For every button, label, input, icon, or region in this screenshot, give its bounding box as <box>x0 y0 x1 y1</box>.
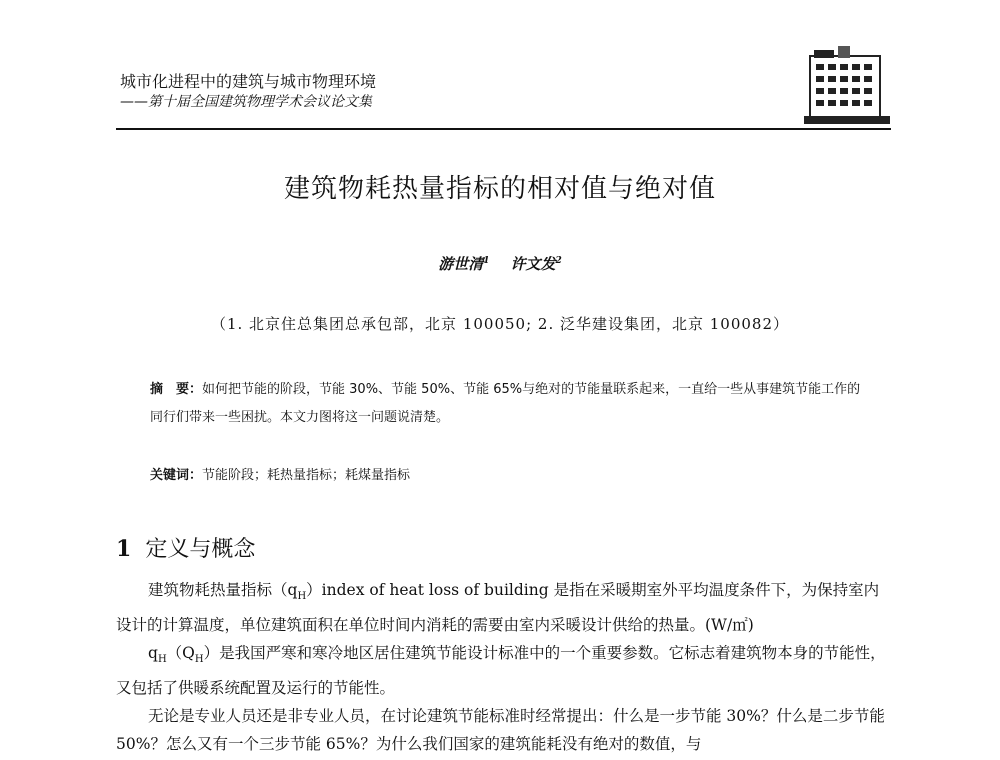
author-name: 游世清 <box>438 255 484 273</box>
paper-title: 建筑物耗热量指标的相对值与绝对值 <box>283 174 716 204</box>
author-line <box>0 253 1000 274</box>
paragraph <box>116 639 891 702</box>
subscript: H <box>157 654 167 666</box>
section-title: 定义与概念 <box>145 537 256 562</box>
text-run: ）index of heat loss of building 是指在采暖期室外平均温度条件下，为保持室内设计的计算温度，单位建筑面积在单位时间内消耗的需要由室内采暖设计供给的热量。(W/㎡) <box>116 581 880 635</box>
keywords-text: 节能阶段；耗热量指标；耗煤量指标 <box>202 468 411 483</box>
paragraph: 无论是专业人员还是非专业人员，在讨论建筑节能标准时经常提出：什么是一步节能 30%？什么是二步节能 50%？怎么又有一个三步节能 65%？为什么我们国家的建筑能耗没有绝对的数值，与 <box>116 707 885 754</box>
header-rule <box>116 128 891 130</box>
author-affil-mark: 1 <box>483 256 490 266</box>
author-name: 许文发 <box>510 255 556 273</box>
abstract-label: 摘 要： <box>150 382 203 397</box>
text-run: （Q <box>166 644 195 663</box>
keywords-label: 关键词： <box>150 468 203 483</box>
paragraph <box>116 576 891 639</box>
proceedings-subtitle: ——第十届全国建筑物理学术会议论文集 <box>120 94 372 110</box>
proceedings-title: 城市化进程中的建筑与城市物理环境 <box>120 72 377 91</box>
text-run: ）是我国严寒和寒冷地区居住建筑节能设计标准中的一个重要参数。它标志着建筑物本身的节能性，又包括了供暖系统配置及运行的节能性。 <box>116 644 886 698</box>
body-text <box>116 576 891 758</box>
affiliation: （1. 北京住总集团总承包部，北京 100050; 2. 泛华建设集团，北京 100082） <box>210 315 790 333</box>
subscript: H <box>297 591 307 603</box>
building-logo-icon <box>800 46 892 126</box>
text-run: q <box>148 644 158 663</box>
subscript: H <box>194 654 204 666</box>
keywords <box>150 462 870 490</box>
running-header <box>120 72 890 112</box>
section-heading <box>116 532 255 563</box>
author-affil-mark: 2 <box>555 256 562 266</box>
section-number: 1 <box>116 536 132 562</box>
abstract-text: 如何把节能的阶段，节能 30%、节能 50%、节能 65%与绝对的节能量联系起来，一直给一些从事建筑节能工作的同行们带来一些困扰。本文力图将这一问题说清楚。 <box>150 382 861 425</box>
text-run: 建筑物耗热量指标（q <box>148 581 298 599</box>
abstract <box>150 376 870 432</box>
